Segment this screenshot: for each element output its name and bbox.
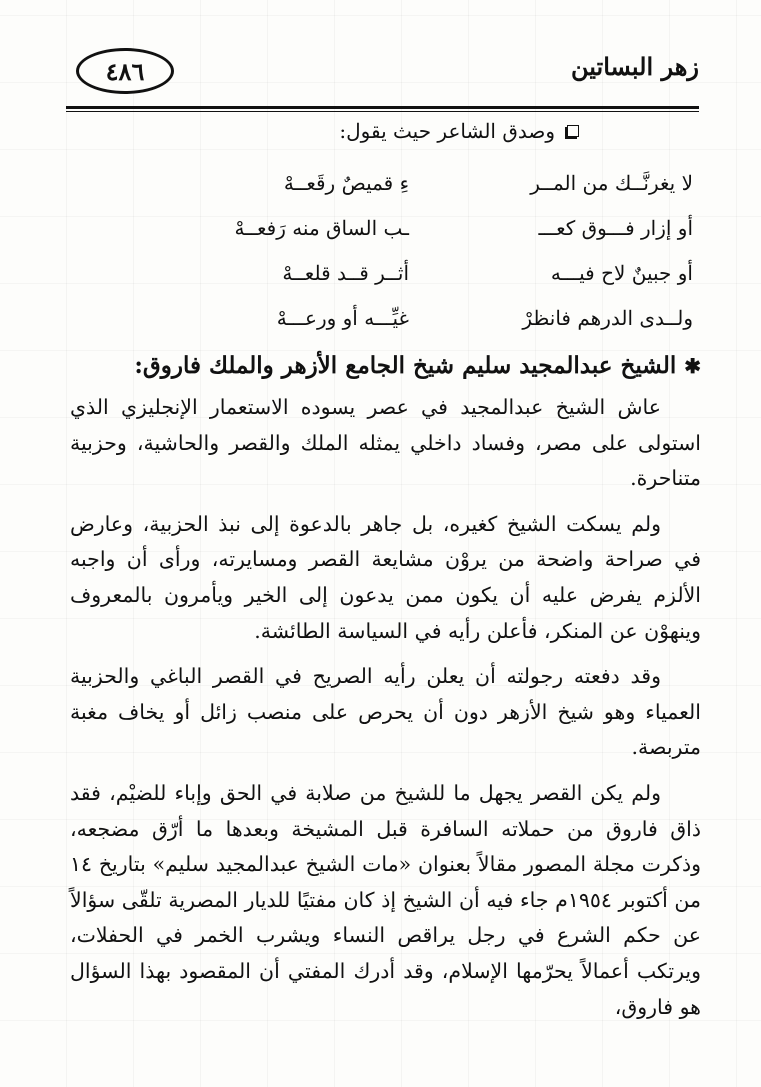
- asterisk-bullet-icon: ✱: [684, 354, 701, 378]
- verse-first-half: لا يغرنَّــك من المــر: [530, 170, 693, 195]
- verse-first-half: أو إزار فـــوق كعـــ: [538, 215, 693, 240]
- header-rule: [66, 106, 699, 112]
- poem-verse: [70, 160, 701, 205]
- page-header: [66, 40, 699, 100]
- body-paragraph: عاش الشيخ عبدالمجيد في عصر يسوده الاستعمار الإنجليزي الذي استولى على مصر، وفساد داخلي يمثله الملك والقصر والحاشية، وحزبية متناحرة.: [70, 395, 701, 491]
- page-content: [70, 114, 701, 1035]
- poem-verse: [70, 205, 701, 250]
- section-heading: [70, 348, 701, 384]
- poem: [70, 160, 701, 340]
- body-paragraph: ولم يكن القصر يجهل ما للشيخ من صلابة في الحق وإباء للضيْم، فقد ذاق فاروق من حملاته السافرة قبل المشيخة وبعدها ما أرّق مضجعه، وذكرت مجلة المصور مقالاً بعنوان «مات الشيخ عبدالمجيد سليم» بتاريخ ١٤ من أكتوبر ١٩٥٤م جاء فيه أن الشيخ إذ كان مفتيًا للديار المصرية تلقّى سؤالاً عن حكم الشرع في رجل يراقص النساء ويشرب الخمر في الحفلات، ويرتكب أعمالاً يحرّمها الإسلام، وقد أدرك المفتي أن المقصود بهذا السؤال هو فاروق،: [70, 780, 702, 1019]
- body-paragraph: وقد دفعته رجولته أن يعلن رأيه الصريح في القصر الباغي والحزبية العمياء وهو شيخ الأزهر دون أن يحرص على منصب زائل أو يخاف مغبة متربصة.: [70, 664, 701, 760]
- intro-text: وصدق الشاعر حيث يقول:: [339, 119, 555, 143]
- verse-second-half: ءِ قميصٌ رقَعــهْ: [283, 170, 409, 195]
- page-number-badge: [76, 48, 174, 94]
- verse-second-half: أثــر قــد قلعــهْ: [282, 260, 409, 285]
- book-title: زهر البساتين: [571, 52, 699, 81]
- verse-first-half: ولــدى الدرهم فانظرْ: [522, 305, 693, 330]
- verse-second-half: غيِّـــه أو ورعـــهْ: [276, 305, 409, 330]
- body-paragraph: ولم يسكت الشيخ كغيره، بل جاهر بالدعوة إلى نبذ الحزبية، وعارض في صراحة واضحة من يروْن مشايعة القصر ومسايرته، ورأى أن واجبه الألزم يفرض عليه أن يكون ممن يدعون إلى الخير ويأمرون بالمعروف وينهوْن عن المنكر، فأعلن رأيه في السياسة الطائشة.: [70, 511, 701, 643]
- poem-verse: [70, 250, 701, 295]
- page-number: ٤٨٦: [105, 56, 145, 86]
- verse-second-half: ـب الساق منه رَفعــهْ: [234, 215, 409, 240]
- section-heading-text: الشيخ عبدالمجيد سليم شيخ الجامع الأزهر والملك فاروق:: [134, 352, 677, 379]
- intro-line: [70, 114, 579, 148]
- verse-first-half: أو جبينٌ لاح فيـــه: [550, 260, 693, 285]
- square-bullet-icon: [567, 125, 579, 137]
- poem-verse: [70, 295, 701, 340]
